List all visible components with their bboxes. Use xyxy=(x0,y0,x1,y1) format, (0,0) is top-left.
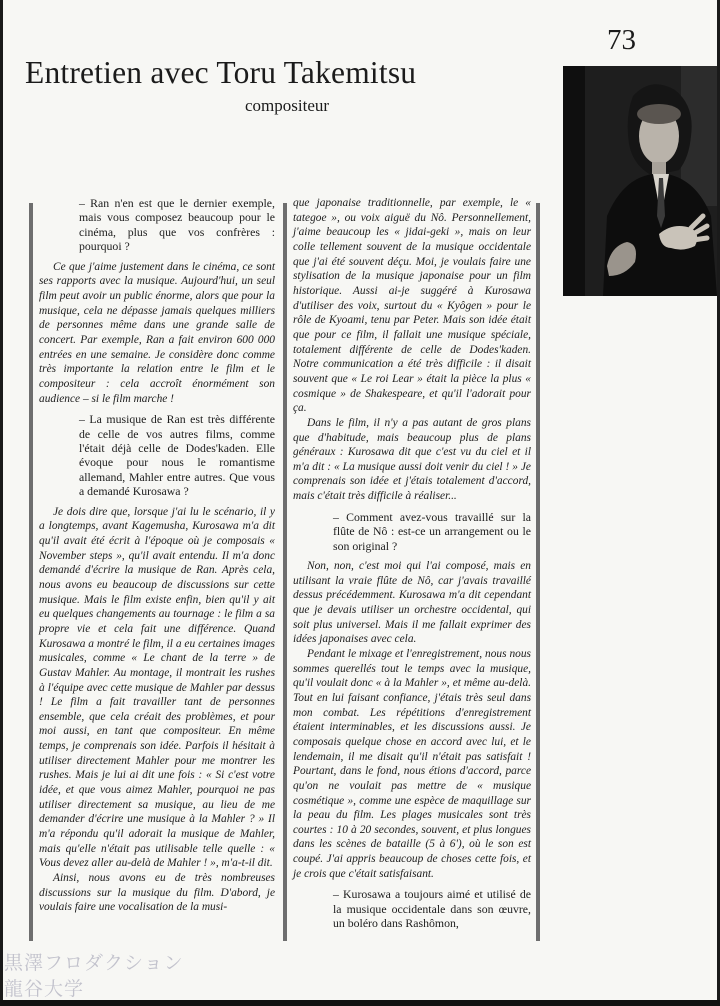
text-column-right xyxy=(293,196,531,937)
interview-question: – Kurosawa a toujours aimé et utilisé de la musique occidentale dans son œuvre, un boléro dans Rashômon, xyxy=(333,887,531,931)
watermark-line-1: 黒澤フロダクション xyxy=(4,952,184,974)
magazine-page xyxy=(3,0,717,1000)
text-column-left xyxy=(39,196,275,915)
interview-answer: Ce que j'aime justement dans le cinéma, ce sont ses rapports avec la musique. Aujourd'hui, un seul film peut avoir un public énorme, alors que pour la musique, cela ne dépasse jamais quelques milliers de personnes même dans une grande salle de concert. Par exemple, Ran a fait environ 600 000 entrées en une semaine. Je considère donc comme très importante la relation entre le film et le compositeur : cela accroît énormément son audience – si le film marche ! xyxy=(39,260,275,405)
interview-answer: Je dois dire que, lorsque j'ai lu le scénario, il y a longtemps, avant Kagemusha, Kurosawa m'a dit qu'il avait été écrit à l'époque où je composais « November steps », qu'il avait entendu. Il m'a donc demandé d'écrire la musique de Ran. Après cela, nous avons eu beaucoup de discussions sur cette musique. Mais le film existe enfin, bien qu'il y ait eu quelques changements au tournage : le film a sa propre vie et cela fait une différence. Quand Kurosawa a montré le film, il a eu certaines images musicales, comme « Le chant de la terre » de Gustav Mahler. Au montage, il montrait les rushes à l'équipe avec cette musique de Mahler par dessus ! Le film a fait travailler tant de personnes ensemble, que cela créait des problèmes, et pour moi aussi, en tant que compositeur. En même temps, je comprenais son idée. Parfois il hésitait à utiliser directement Mahler pour me montrer les rushes. Mais je lui ai dit une fois : « Si c'est votre idée, et que vous aimez Mahler, pourquoi ne pas utiliser directement sa musique, au lieu de me demander d'écrire une musique à la Mahler ? » Il m'a répondu qu'il adorait la musique de Mahler, mais qu'elle n'était pas utilisable telle quelle : « Vous devez aller au-delà de Mahler ! », m'a-t-il dit. xyxy=(39,505,275,870)
column-rule-middle xyxy=(283,203,287,941)
column-rule-left xyxy=(29,203,33,941)
interview-answer: Ainsi, nous avons eu de très nombreuses discussions sur la musique du film. D'abord, je voulais faire une vocalisation de la musi- xyxy=(39,872,275,914)
interview-question: – Comment avez-vous travaillé sur la flûte de Nô : est-ce un arrangement ou le son original ? xyxy=(333,509,531,553)
interview-question: – La musique de Ran est très différente de celle de vos autres films, comme l'était déjà celle de Dodes'kaden. Elle évoque pour nous le romantisme allemand, Mahler entre autres. Que vous a demandé Kurosawa ? xyxy=(79,412,275,499)
interview-answer: Non, non, c'est moi qui l'ai composé, mais en utilisant la vraie flûte de Nô, car j'avais travaillé dessus précédemment. Kurosawa m'a dit cependant que je devais utiliser un orchestre occidental, qui soit plus universel. Mais il me fallait exprimer des idées japonaises avec cela. xyxy=(293,560,531,646)
portrait-photo-icon xyxy=(563,66,717,296)
scan-border xyxy=(0,1000,720,1006)
column-rule-right xyxy=(536,203,540,941)
watermark xyxy=(4,950,184,1002)
watermark-line-2: 龍谷大学 xyxy=(4,978,85,1000)
portrait-photo xyxy=(563,66,717,296)
interview-answer: Pendant le mixage et l'enregistrement, nous nous sommes querellés tout le temps avec la musique, qu'il voulait donc « à la Mahler », et même au-delà. Tout en lui faisant confiance, j'étais très seul dans mon combat. Les répétitions d'enregistrement étaient interminables, et les discussions aussi. Je composais quelque chose en accord avec lui, et le lendemain, il me disait qu'il n'était pas satisfait ! Pourtant, dans le fond, nous étions d'accord, parce qu'on ne voulait pas mettre de « musique cosmétique », comme une espèce de maquillage sur la peau du film. Les plages musicales sont très courtes : 10 à 20 secondes, souvent, et plus longues dans les scènes de bataille (5 à 6'), où le son est coupé. J'ai appris beaucoup de choses cette fois, et je crois que c'était satisfaisant. xyxy=(293,647,531,880)
interview-question: – Ran n'en est que le dernier exemple, mais vous composez beaucoup pour le cinéma, plus que vos confrères : pourquoi ? xyxy=(79,196,275,254)
article-title: Entretien avec Toru Takemitsu xyxy=(25,55,417,90)
interview-answer: Dans le film, il n'y a pas autant de gros plans que d'habitude, mais beaucoup plus de plans généraux : Kurosawa dit que c'est vu du ciel et il m'a dit : « La musique aussi doit venir du ciel ! » Je comprenais son idée et j'étais totalement d'accord, mais c'était très difficile à réaliser... xyxy=(293,416,531,503)
article-subtitle: compositeur xyxy=(245,96,330,115)
page-number: 73 xyxy=(607,24,636,56)
interview-answer-continued: que japonaise traditionnelle, par exemple, le « tategoe », ou voix aiguë du Nô. Personnellement, j'aime beaucoup les « jidai-geki », mais on leur colle tellement souvent de la musique occidentale que j'ai été souvent déçu. Moi, je voulais faire une stylisation de la musique japonaise pour un film historique. Aussi ai-je suggéré à Kurosawa d'utiliser des voix, surtout du « Kyôgen » pour le rôle de Kyoami, tenu par Peter. Mais son idée était que pour ce film, il fallait une musique spéciale, totalement différente de celle de Dodes'kaden. Notre communication a été très difficile : il disait souvent que « Le roi Lear » était la pièce la plus « cosmique » de Shakespeare, et qu'il l'adorait pour ça. xyxy=(293,197,531,415)
